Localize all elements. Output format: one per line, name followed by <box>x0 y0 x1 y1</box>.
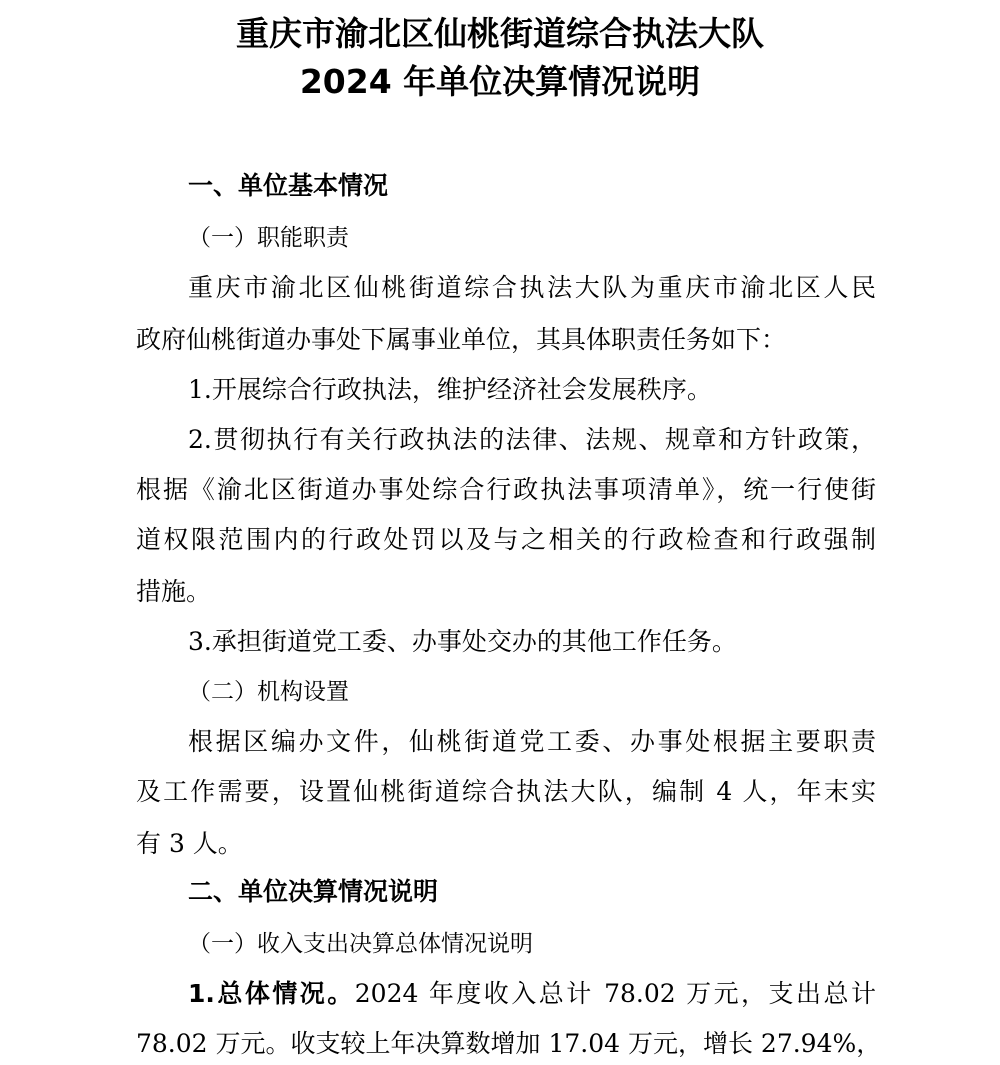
paragraph-line: 根据区编办文件，仙桃街道党工委、办事处根据主要职责 <box>188 727 876 756</box>
list-item-2-line: 2.贯彻执行有关行政执法的法律、法规、规章和方针政策， <box>188 425 876 454</box>
section-heading-final-accounts: 二、单位决算情况说明 <box>188 877 439 906</box>
subsection-heading-functions: （一）职能职责 <box>188 225 349 251</box>
paragraph-line: 有 3 人。 <box>136 829 243 858</box>
paragraph-line: 政府仙桃街道办事处下属事业单位，其具体职责任务如下： <box>136 325 787 354</box>
list-item-1: 1.开展综合行政执法，维护经济社会发展秩序。 <box>188 375 712 404</box>
paragraph-line: 78.02 万元。收支较上年决算数增加 17.04 万元，增长 27.94%， <box>136 1029 882 1058</box>
paragraph-line: 重庆市渝北区仙桃街道综合执法大队为重庆市渝北区人民 <box>188 273 876 302</box>
list-item-3: 3.承担街道党工委、办事处交办的其他工作任务。 <box>188 627 737 656</box>
paragraph-line: 及工作需要，设置仙桃街道综合执法大队，编制 4 人，年末实 <box>136 777 876 806</box>
list-item-2-line: 道权限范围内的行政处罚以及与之相关的行政检查和行政强制 <box>136 525 876 554</box>
section-heading-basic-info: 一、单位基本情况 <box>188 171 389 200</box>
document-title-line-1: 重庆市渝北区仙桃街道综合执法大队 <box>236 14 764 53</box>
list-item-2-line: 措施。 <box>136 577 212 606</box>
paragraph-line-overview <box>188 976 876 1012</box>
overview-text: 2024 年度收入总计 78.02 万元，支出总计 <box>354 979 876 1008</box>
subsection-heading-organization: （二）机构设置 <box>188 679 349 705</box>
document-title-line-2: 2024 年单位决算情况说明 <box>299 62 701 101</box>
list-item-2-line: 根据《渝北区街道办事处综合行政执法事项清单》，统一行使街 <box>136 475 876 504</box>
overview-lead-text: 1.总体情况。 <box>188 979 355 1008</box>
subsection-heading-income-expenditure: （一）收入支出决算总体情况说明 <box>188 931 533 957</box>
